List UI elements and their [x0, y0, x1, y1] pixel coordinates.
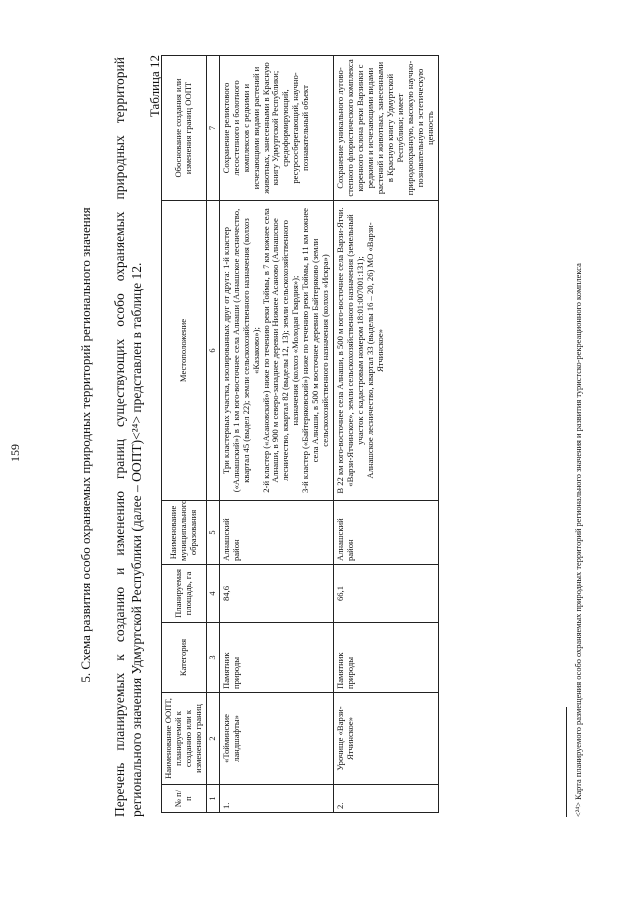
oopt-justification: Сохранение уникального лугово-степного флористического комплекса коренного склона реки Варзинки с редкими и исчезающими видами растений и животных, занесенными в Красную книгу Удмуртской Республики; имеет природоохранную, высокую научно-познавательную и эстетическую ценность — [334, 56, 439, 201]
oopt-name: Урочище «Варзи-Ятчинское» — [334, 693, 439, 785]
oopt-location — [334, 201, 439, 501]
column-number: 4 — [206, 565, 219, 623]
oopt-category: Памятник природы — [334, 623, 439, 693]
location-paragraph: Три кластерных участка, изолированных друг от друга: 1-й кластер («Алнашский») в 1 км юго-восточнее села Алнаши (Алнашское лесничество, квартал 45 (выдел 22); земли сельскохозяйственного назначения (колхоз «Казаково»); — [220, 208, 261, 493]
row-number: 2. — [334, 785, 439, 813]
header-name: Наименование ООПТ, планируемой к созданию или к изменению границ — [162, 693, 207, 785]
oopt-area: 66,1 — [334, 565, 439, 623]
column-number: 1 — [206, 785, 219, 813]
intro-text-line-2: регионального значения Удмуртской Республики (далее – ООПТ)<²⁴> представлен в таблице 12. — [129, 262, 144, 817]
header-justification: Обоснование создания или изменения границ ООПТ — [162, 56, 207, 201]
oopt-category: Памятник природы — [219, 623, 334, 693]
location-paragraph: Алнашское лесничество, квартал 33 (выделы 16 – 20, 26) МО «Варзи-Ятчинское» — [365, 222, 386, 479]
table-label: Таблица 12 — [147, 55, 162, 118]
header-num: № п/п — [162, 785, 207, 813]
section-heading: 5. Схема развития особо охраняемых природных территорий регионального значения — [78, 207, 93, 683]
header-category: Категория — [162, 623, 207, 693]
oopt-municipality: Алнашский район — [334, 501, 439, 565]
intro-text-line-1: Перечень планируемых к созданию и изменению границ существующих особо охраняемых природных территорий — [112, 57, 127, 817]
header-location: Местоположение — [162, 201, 207, 501]
footnote: <²⁴> Карта планируемого размещения особо охраняемых природных территорий регионального значения и развития туристско-рекреационного комплекса — [574, 263, 583, 817]
header-area: Планируемая площадь, га — [162, 565, 207, 623]
location-paragraph: 3-й кластер («Байтеряковский») ниже по течению реки Тоймы, в 11 км южнее села Алнаши, в 500 м восточнее деревни Байтеряково (земли сельскохозяйственного назначения (колхоз «Искра») — [300, 208, 331, 493]
table-row — [219, 56, 334, 813]
table-header-row — [162, 56, 207, 813]
column-number: 2 — [206, 693, 219, 785]
oopt-municipality: Алнашский район — [219, 501, 334, 565]
column-number: 3 — [206, 623, 219, 693]
table-row — [334, 56, 439, 813]
column-number: 7 — [206, 56, 219, 201]
location-paragraph: В 22 км юго-восточнее села Алнаши, в 500 м юго-восточнее села Варзи-Ятчи. «Варзи-Ятчинское», земли сельскохозяйственного назначения (земельный участок с кадастровым номером 18:01:007001:131); — [335, 207, 366, 494]
column-number: 6 — [206, 201, 219, 501]
oopt-justification: Сохранение реликтового лесостепного и болотного комплексов с редкими и исчезающими видами растений и животных, занесенными в Красную книгу Удмуртской Республики; средоформирующий, ресурсосберегающий, научно-познавательный объект — [219, 56, 334, 201]
page-number: 159 — [8, 444, 22, 462]
column-number-row — [206, 56, 219, 813]
oopt-table — [161, 55, 439, 813]
column-number: 5 — [206, 501, 219, 565]
location-paragraph: 2-й кластер («Асановский») ниже по течению реки Тоймы, в 7 км южнее села Алнаши, в 900 м северо-западнее деревни Нижнее Асаново (Алнашское лесничество, квартал 82 (выделы 12, 13); земли сельскохозяйственного назначения (колхоз «Молодая Гвардия»); — [260, 208, 301, 493]
header-municipality: Наименование муниципального образования — [162, 501, 207, 565]
footnote-divider — [566, 707, 567, 817]
oopt-area: 84,6 — [219, 565, 334, 623]
oopt-name: «Тойминские ландшафты» — [219, 693, 334, 785]
row-number: 1. — [219, 785, 334, 813]
oopt-location — [219, 201, 334, 501]
